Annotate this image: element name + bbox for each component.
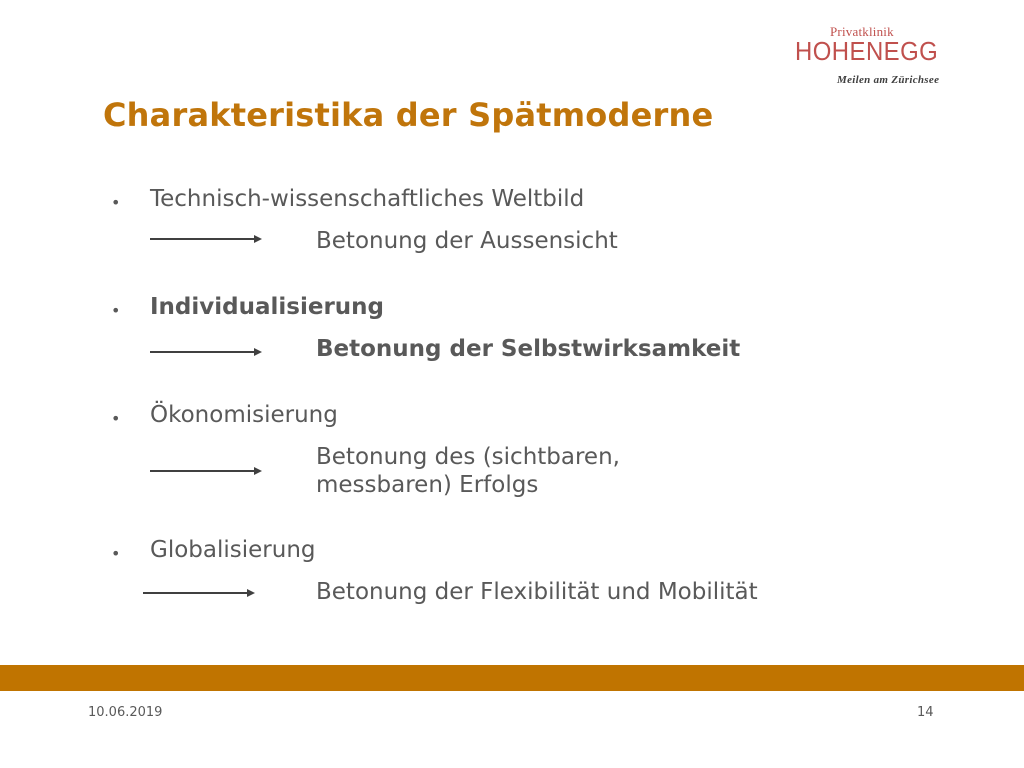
- arrow-right-icon: [143, 592, 253, 594]
- bullet-icon: •: [111, 544, 121, 563]
- item-result-4: Betonung der Flexibilität und Mobilität: [316, 579, 758, 605]
- page-number: 14: [917, 705, 934, 720]
- bullet-icon: •: [111, 193, 121, 212]
- footer-bar: [0, 665, 1024, 691]
- logo-hohenegg-text: HOHENEGG: [795, 36, 939, 66]
- arrow-right-icon: [150, 470, 260, 472]
- item-label-1: Technisch-wissenschaftliches Weltbild: [150, 186, 585, 212]
- item-label-3: Ökonomisierung: [150, 402, 338, 428]
- arrow-right-icon: [150, 238, 260, 240]
- item-result-3-line2: messbaren) Erfolgs: [316, 472, 539, 498]
- item-result-2: Betonung der Selbstwirksamkeit: [316, 336, 741, 362]
- logo-location-text: Meilen am Zürichsee: [837, 74, 940, 86]
- bullet-icon: •: [111, 301, 121, 320]
- item-result-1: Betonung der Aussensicht: [316, 228, 618, 254]
- footer-date: 10.06.2019: [88, 705, 163, 720]
- item-label-2: Individualisierung: [150, 294, 385, 320]
- slide-title: Charakteristika der Spätmoderne: [103, 96, 714, 134]
- item-result-3-line1: Betonung des (sichtbaren,: [316, 444, 620, 470]
- bullet-icon: •: [111, 409, 121, 428]
- item-label-4: Globalisierung: [150, 537, 316, 563]
- arrow-right-icon: [150, 351, 260, 353]
- logo-privatklinik-text: Privatklinik: [830, 24, 894, 39]
